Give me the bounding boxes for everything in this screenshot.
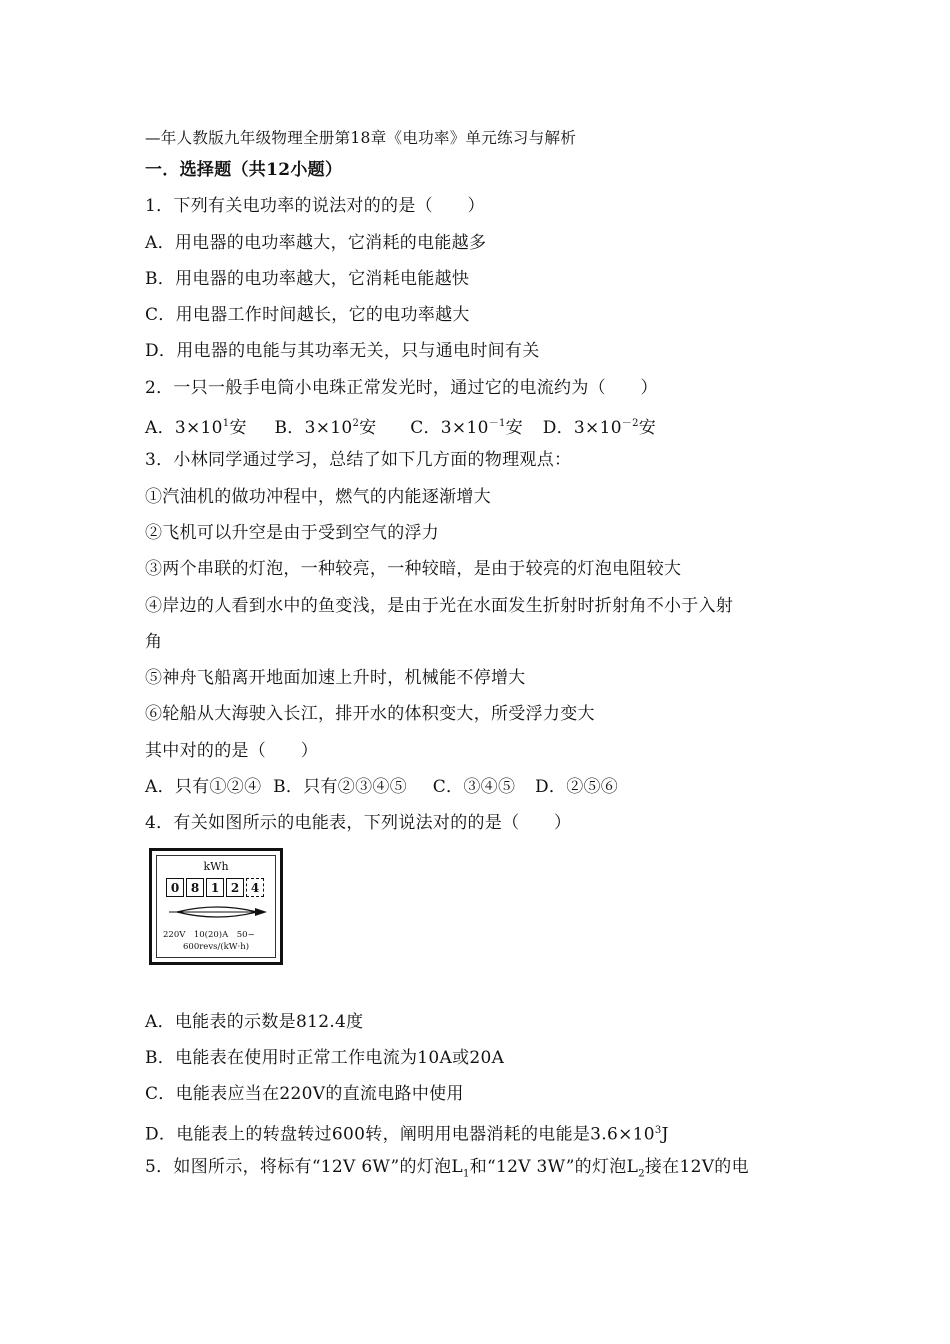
q2-option-d: D．$3\times 10^{-2}$安 — [542, 417, 657, 438]
meter-digit: 2 — [226, 878, 244, 897]
document-title: —年人教版九年级物理全册第18章《电功率》单元练习与解析 — [145, 129, 577, 147]
q3-statement-3: ③两个串联的灯泡，一种较亮，一种较暗，是由于较亮的灯泡电阻较大 — [145, 559, 682, 580]
q4-figure — [145, 842, 825, 1004]
q2-option-a: A．$3\times 10^1$安 — [145, 417, 247, 438]
document-content — [145, 124, 825, 1185]
q2-option-c: C．$3\times 10^{-1}$安 — [410, 417, 523, 438]
meter-digit-decimal: 4 — [246, 878, 264, 897]
meter-digit: 1 — [206, 878, 224, 897]
q1-option-c: C．用电器工作时间越长，它的电功率越大 — [145, 305, 470, 326]
section-heading: 一．选择题（共12小题） — [145, 160, 343, 180]
q3-options — [145, 769, 825, 805]
q3-statement-1: ①汽油机的做功冲程中，燃气的内能逐渐增大 — [145, 486, 491, 507]
meter-specs: 220V 10(20)A 50~ — [163, 929, 255, 940]
q2-option-b: B．$3\times 10^2$安 — [274, 417, 377, 438]
q4-stem: 4．有关如图所示的电能表，下列说法对的的是（ ） — [145, 813, 572, 834]
meter-unit-label: kWh — [203, 859, 229, 873]
meter-digits — [166, 878, 266, 897]
q3-ask: 其中对的的是（ ） — [145, 740, 318, 761]
q4-option-c: C．电能表应当在220V的直流电路中使用 — [145, 1084, 464, 1105]
q3-stem: 3．小林同学通过学习，总结了如下几方面的物理观点： — [145, 450, 572, 471]
energy-meter-figure — [149, 848, 283, 965]
q3-statement-6: ⑥轮船从大海驶入长江，排开水的体积变大，所受浮力变大 — [145, 704, 595, 725]
q4-option-a: A．电能表的示数是812.4度 — [145, 1011, 364, 1032]
q4-option-b: B．电能表在使用时正常工作电流为10A或20A — [145, 1047, 505, 1068]
q3-option-a: A．只有①②④ — [145, 777, 262, 798]
q3-option-b: B．只有②③④⑤ — [273, 777, 408, 798]
q3-statement-4-cont: 角 — [145, 631, 163, 652]
q3-statement-2: ②飞机可以升空是由于受到空气的浮力 — [145, 522, 440, 543]
q4-option-d: D．电能表上的转盘转过600转，阐明用电器消耗的电能是$3.6\times 10^3J$ — [145, 1124, 669, 1145]
q5-stem: 5．如图所示，将标有“12V 6W”的灯泡$L_1$和“12V 3W”的灯泡$L_2$接在12V的电 — [145, 1156, 749, 1180]
q3-statement-4: ④岸边的人看到水中的鱼变浅，是由于光在水面发生折射时折射角不小于入射 — [145, 595, 734, 616]
meter-digit: 0 — [166, 878, 184, 897]
q2-options — [145, 406, 825, 442]
q1-option-b: B．用电器的电功率越大，它消耗电能越快 — [145, 268, 470, 289]
q2-stem: 2．一只一般手电筒小电珠正常发光时，通过它的电流约为（ ） — [145, 377, 658, 398]
q1-option-d: D．用电器的电能与其功率无关，只与通电时间有关 — [145, 341, 540, 362]
q1-stem: 1．下列有关电功率的说法对的的是（ ） — [145, 196, 485, 217]
meter-rev-constant: 600revs/(kW·h) — [183, 941, 250, 952]
meter-disc-icon — [167, 904, 271, 920]
q1-option-a: A．用电器的电功率越大，它消耗的电能越多 — [145, 232, 487, 253]
q3-option-c: C．③④⑤ — [432, 777, 516, 798]
meter-panel — [156, 855, 276, 958]
q3-option-d: D．②⑤⑥ — [534, 777, 619, 798]
meter-digit: 8 — [186, 878, 204, 897]
q3-statement-5: ⑤神舟飞船离开地面加速上升时，机械能不停增大 — [145, 668, 526, 689]
